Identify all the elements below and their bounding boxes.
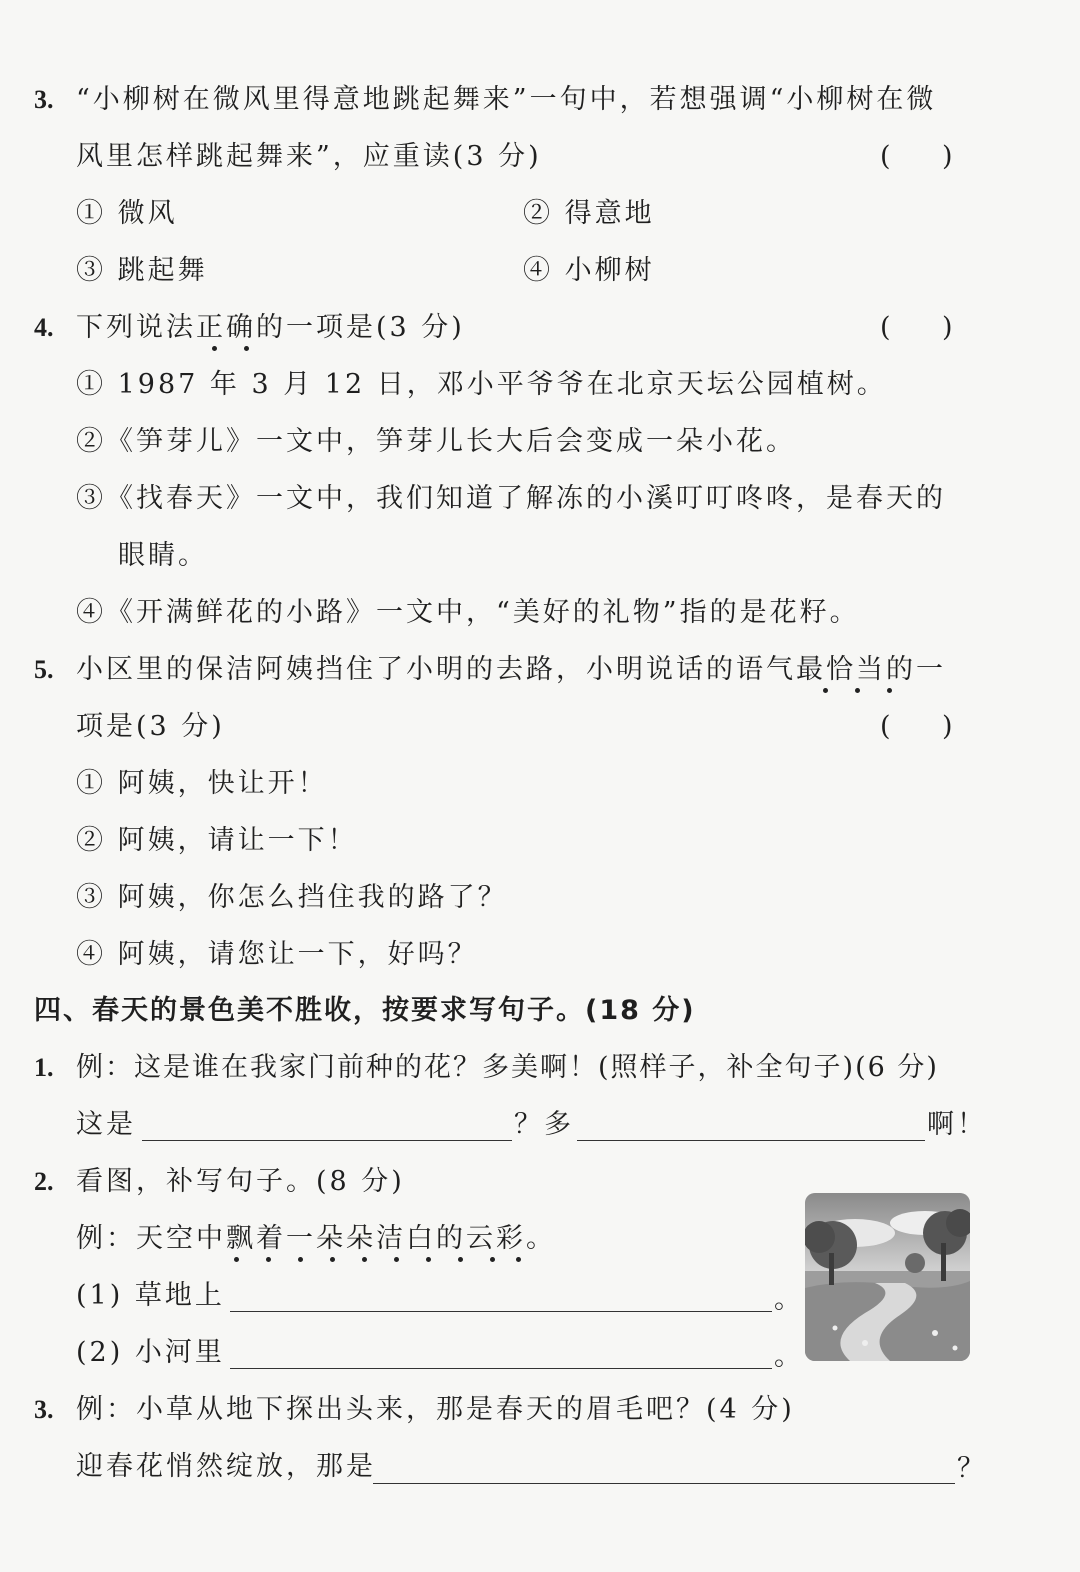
q3-option-4: ④ 小柳树	[523, 255, 655, 286]
s4-q2-stem: 看图，补写句子。(8 分)	[76, 1166, 405, 1197]
q5-option-3: ③ 阿姨，你怎么挡住我的路了？	[76, 882, 508, 913]
q5-number: 5.	[34, 655, 54, 684]
s4-q1-blank-1[interactable]	[142, 1140, 512, 1141]
s4-q1-stem: 例：这是谁在我家门前种的花？多美啊！(照样子，补全句子)(6 分)	[76, 1052, 939, 1083]
s4-q2-example: 例：天空中飘着一朵朵洁白的云彩。	[76, 1223, 556, 1254]
s4-q1-number: 1.	[34, 1053, 54, 1082]
s4-q1-suffix: 啊！	[927, 1109, 987, 1140]
q4-option-2: ②《笋芽儿》一文中，笋芽儿长大后会变成一朵小花。	[76, 426, 796, 457]
s4-q2-item-2: (2) 小河里	[76, 1337, 225, 1368]
q3-number: 3.	[34, 85, 54, 114]
s4-q3-blank[interactable]	[373, 1483, 955, 1484]
q3-option-2: ② 得意地	[523, 198, 655, 229]
q5-option-2: ② 阿姨，请让一下！	[76, 825, 358, 856]
emphasis-dots	[815, 688, 905, 694]
q5-option-4: ④ 阿姨，请您让一下，好吗？	[76, 939, 478, 970]
s4-q3-end: ？	[957, 1453, 987, 1484]
q4-option-4: ④《开满鲜花的小路》一文中，“美好的礼物”指的是花籽。	[76, 597, 860, 628]
s4-q2-item-1: (1) 草地上	[76, 1280, 225, 1311]
q4-option-3-line1: ③《找春天》一文中，我们知道了解冻的小溪叮叮咚咚，是春天的	[76, 483, 946, 514]
section-4-title: 四、春天的景色美不胜收，按要求写句子。(18 分)	[34, 995, 696, 1026]
q3-answer-paren[interactable]: ( )	[880, 141, 953, 172]
q4-answer-paren[interactable]: ( )	[880, 312, 953, 343]
s4-q1-blank-2[interactable]	[577, 1140, 925, 1141]
q3-option-1: ① 微风	[76, 198, 178, 229]
emphasis-dots	[206, 346, 266, 352]
q5-stem-line1: 小区里的保洁阿姨挡住了小明的去路，小明说话的语气最恰当的一	[76, 654, 946, 685]
s4-q3-prefix: 迎春花悄然绽放，那是	[76, 1451, 376, 1482]
s4-q3-number: 3.	[34, 1395, 54, 1424]
s4-q3-stem: 例：小草从地下探出头来，那是春天的眉毛吧？(4 分)	[76, 1394, 795, 1425]
s4-q2-blank-1[interactable]	[230, 1311, 772, 1312]
s4-q2-number: 2.	[34, 1167, 54, 1196]
s4-q2-blank-2[interactable]	[230, 1368, 772, 1369]
q5-answer-paren[interactable]: ( )	[880, 711, 953, 742]
q4-option-3-line2: 眼睛。	[118, 540, 208, 571]
q4-number: 4.	[34, 313, 54, 342]
s4-q1-prefix: 这是	[76, 1109, 136, 1140]
s4-q2-end-1: 。	[774, 1284, 804, 1315]
emphasis-dots	[226, 1257, 526, 1263]
s4-q1-mid: ？多	[514, 1109, 574, 1140]
q3-stem-line1: “小柳树在微风里得意地跳起舞来”一句中，若想强调“小柳树在微	[76, 84, 937, 115]
q4-option-1: ① 1987 年 3 月 12 日，邓小平爷爷在北京天坛公园植树。	[76, 369, 887, 400]
spring-meadow-illustration	[805, 1193, 970, 1361]
q4-stem: 下列说法正确的一项是(3 分)	[76, 312, 465, 343]
q3-option-3: ③ 跳起舞	[76, 255, 208, 286]
s4-q2-end-2: 。	[774, 1341, 804, 1372]
q3-stem-line2: 风里怎样跳起舞来”，应重读(3 分)	[76, 141, 542, 172]
q5-stem-line2: 项是(3 分)	[76, 711, 225, 742]
q5-option-1: ① 阿姨，快让开！	[76, 768, 328, 799]
